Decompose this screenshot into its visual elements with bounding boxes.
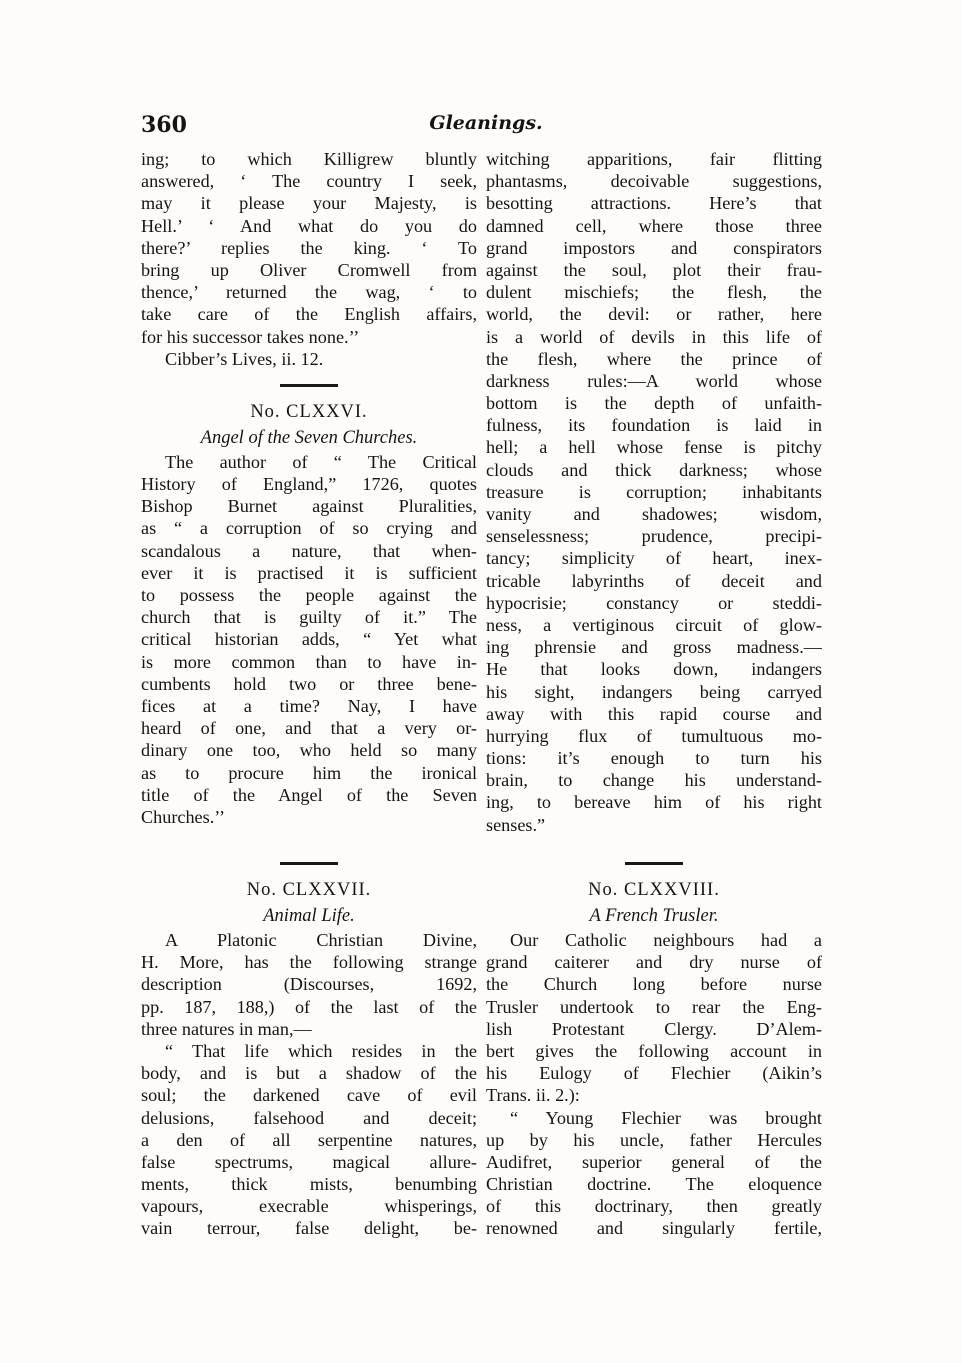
text-line: vapours, execrable whisperings, xyxy=(141,1196,477,1217)
text-line: as “ a corruption of so crying and xyxy=(141,518,477,539)
text-line: damned cell, where those three xyxy=(486,215,822,236)
text-line: bert gives the following account in xyxy=(486,1040,822,1061)
text-line: title of the Angel of the Seven xyxy=(141,784,477,805)
text-line: pp. 187, 188,) of the last of the xyxy=(141,996,477,1017)
text-line: tions: it’s enough to turn his xyxy=(486,748,822,769)
text-line: senses.” xyxy=(486,814,546,835)
text-line: lish Protestant Clergy. D’Alem- xyxy=(486,1018,822,1039)
text-line: thence,’ returned the wag, ‘ to xyxy=(141,282,477,303)
text-line: He that looks down, indangers xyxy=(486,659,822,680)
text-line: the flesh, where the prince of xyxy=(486,348,822,369)
text-line: fices at a time? Nay, I have xyxy=(141,695,477,716)
text-line: ing, to bereave him of his right xyxy=(486,792,822,813)
text-line: grand caiterer and dry nurse of xyxy=(486,952,822,973)
page-header xyxy=(141,112,831,140)
text-line: “ Young Flechier was brought xyxy=(510,1107,822,1128)
text-line: fulness, its foundation is laid in xyxy=(486,415,822,436)
section-divider xyxy=(280,384,338,387)
text-line: against the soul, plot their frau- xyxy=(486,259,822,280)
text-line: Christian doctrine. The eloquence xyxy=(486,1174,822,1195)
text-line: false spectrums, magical allure- xyxy=(141,1151,477,1172)
text-line: ing phrensie and gross madness.— xyxy=(486,637,822,658)
text-line: take care of the English affairs, xyxy=(141,304,477,325)
running-title: Gleanings. xyxy=(429,112,543,134)
text-line: tricable labyrinths of deceit and xyxy=(486,570,822,591)
section-french-trusler xyxy=(486,848,822,1240)
text-line: senselessness; prudence, precipi- xyxy=(486,526,822,547)
text-line: H. More, has the following strange xyxy=(141,952,477,973)
text-line: may it please your Majesty, is xyxy=(141,193,477,214)
text-line: bottom is the depth of unfaith- xyxy=(486,393,822,414)
text-line: his Eulogy of Flechier (Aikin’s xyxy=(486,1063,822,1084)
text-line: soul; the darkened cave of evil xyxy=(141,1085,477,1106)
right-column xyxy=(486,148,822,836)
source-attribution: Cibber’s Lives, ii. 12. xyxy=(165,348,324,369)
text-line: besotting attractions. Here’s that xyxy=(486,193,822,214)
text-line: heard of one, and that a very or- xyxy=(141,718,477,739)
section-divider xyxy=(625,862,683,865)
text-line: for his successor takes none.’’ xyxy=(141,326,360,347)
section-animal-life xyxy=(141,848,477,1240)
text-line: as to procure him the ironical xyxy=(141,762,477,783)
text-line: renowned and singularly fertile, xyxy=(486,1218,822,1239)
left-column xyxy=(141,148,477,828)
text-line: brain, to change his understand- xyxy=(486,770,822,791)
text-line: darkness rules:—A world whose xyxy=(486,370,822,391)
text-line: is more common than to have in- xyxy=(141,651,477,672)
text-line: critical historian adds, “ Yet what xyxy=(141,629,477,650)
text-line: clouds and thick darkness; whose xyxy=(486,459,822,480)
text-line: delusions, falsehood and deceit; xyxy=(141,1107,477,1128)
text-line: cumbents hold two or three bene- xyxy=(141,673,477,694)
text-line: Audifret, superior general of the xyxy=(486,1151,822,1172)
text-line: a den of all serpentine natures, xyxy=(141,1129,477,1150)
text-line: tancy; simplicity of heart, inex- xyxy=(486,548,822,569)
text-line: world, the devil: or rather, here xyxy=(486,304,822,325)
text-line: ever it is practised it is sufficient xyxy=(141,562,477,583)
text-line: of this doctrinary, then greatly xyxy=(486,1196,822,1217)
section-number: No. CLXXVII. xyxy=(246,880,372,900)
text-line: dulent mischiefs; the flesh, the xyxy=(486,282,822,303)
text-line: Trusler undertook to rear the Eng- xyxy=(486,996,822,1017)
section-number: No. CLXXVI. xyxy=(250,401,368,422)
text-line: “ That life which resides in the xyxy=(165,1040,477,1061)
text-line: History of England,” 1726, quotes xyxy=(141,474,477,495)
text-line: to possess the people against the xyxy=(141,585,477,605)
text-line: hurrying flux of tumultuous mo- xyxy=(486,725,822,746)
text-line: Trans. ii. 2.): xyxy=(486,1085,580,1106)
text-line: dinary one too, who held so many xyxy=(141,740,477,761)
text-line: away with this rapid course and xyxy=(486,703,822,724)
page-number: 360 xyxy=(141,112,187,138)
section-title: Animal Life. xyxy=(263,906,355,926)
text-line: vanity and shadowes; wisdom, xyxy=(486,504,822,524)
text-line: Churches.’’ xyxy=(141,806,226,827)
text-line: hypocrisie; constancy or steddi- xyxy=(486,592,822,613)
section-title: A French Trusler. xyxy=(589,906,719,926)
section-title: Angel of the Seven Churches. xyxy=(200,427,418,448)
text-line: is a world of devils in this life of xyxy=(486,326,822,347)
text-line: Hell.’ ‘ And what do you do xyxy=(141,215,477,236)
text-line: answered, ‘ The country I seek, xyxy=(141,171,477,192)
text-line: bring up Oliver Cromwell from xyxy=(141,259,477,280)
text-line: vain terrour, false delight, be- xyxy=(141,1218,477,1239)
text-line: three natures in man,— xyxy=(141,1018,312,1039)
text-line: ness, a vertiginous circuit of glow- xyxy=(486,614,822,635)
text-line: treasure is corruption; inhabitants xyxy=(486,481,822,502)
text-line: church that is guilty of it.” The xyxy=(141,607,477,628)
text-line: witching apparitions, fair flitting xyxy=(486,149,822,169)
text-line: body, and is but a shadow of the xyxy=(141,1063,477,1084)
text-line: ing; to which Killigrew bluntly xyxy=(141,149,477,169)
text-line: phantasms, decoivable suggestions, xyxy=(486,171,822,192)
text-line: ments, thick mists, benumbing xyxy=(141,1174,477,1195)
text-line: up by his uncle, father Hercules xyxy=(486,1129,822,1150)
text-line: his sight, indangers being carryed xyxy=(486,681,822,702)
text-line: The author of “ The Critical xyxy=(165,451,477,472)
text-line: Our Catholic neighbours had a xyxy=(510,930,822,950)
section-divider xyxy=(280,862,338,865)
text-line: description (Discourses, 1692, xyxy=(141,974,477,995)
text-line: there?’ replies the king. ‘ To xyxy=(141,237,477,258)
text-line: Bishop Burnet against Pluralities, xyxy=(141,496,477,517)
text-line: grand impostors and conspirators xyxy=(486,237,822,258)
text-line: the Church long before nurse xyxy=(486,974,822,995)
text-line: hell; a hell whose fense is pitchy xyxy=(486,437,822,458)
text-line: A Platonic Christian Divine, xyxy=(165,930,477,950)
section-number: No. CLXXVIII. xyxy=(588,880,720,900)
text-line: scandalous a nature, that when- xyxy=(141,540,477,561)
